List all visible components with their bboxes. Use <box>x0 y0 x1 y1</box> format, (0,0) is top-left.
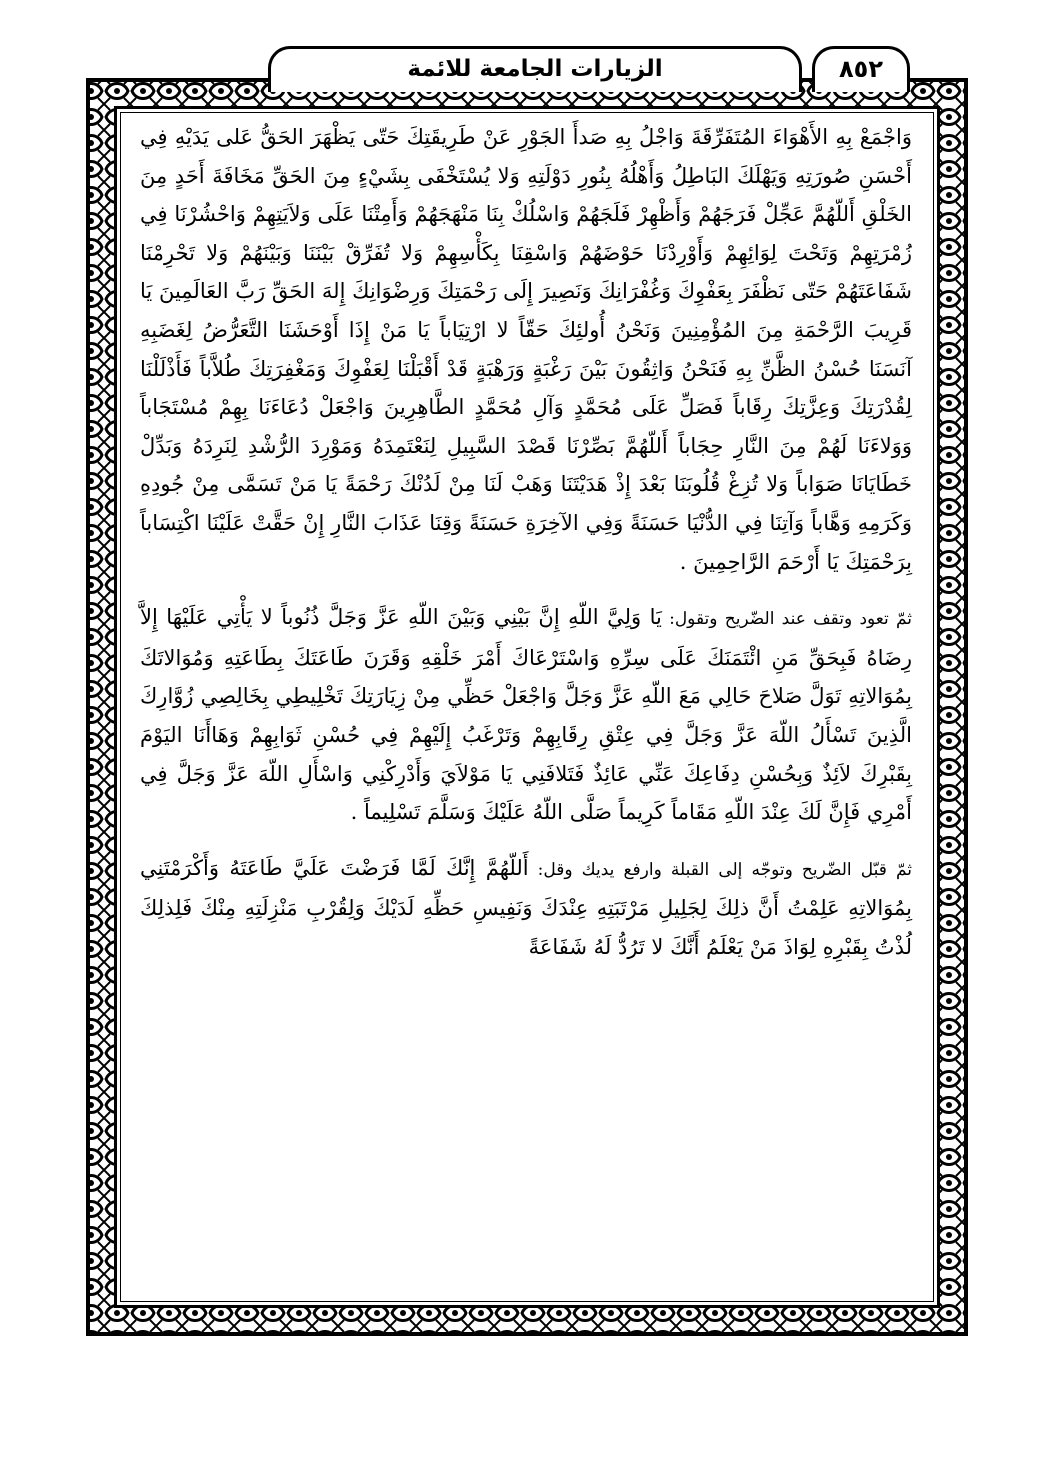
page-number-tab <box>812 46 910 92</box>
paragraph-text: أَللّهُمَّ إِنَّكَ لَمَّا فَرَضْتَ عَلَيَّ طَاعَتَهُ وَأَكْرَمْتَنِي بِمُوَالاتِهِ عَلِمْتُ أَنَّ ذلِكَ لِجَلِيلِ مَرْتَبَتِهِ عِنْدَكَ وَنَفِيسِ حَظِّهِ لَدَيْكَ وَلِقُرْبِ مَنْزِلَتِهِ مِنْكَ فَلِذلِكَ لُذْتُ بِقَبْرِهِ لِوَاذَ مَنْ يَعْلَمُ أَنَّكَ لا تَرُدُّ لَهُ شَفَاعَةً <box>140 855 912 959</box>
running-title-tab <box>268 46 802 92</box>
paragraph-2 <box>140 598 912 832</box>
paragraph-text: وَاجْمَعْ بِهِ الأَهْوَاءَ المُتَفَرِّقَةَ وَاجْلُ بِهِ صَدأَ الجَوْرِ عَنْ طَرِيقَتِكَ حَتّى يَظْهَرَ الحَقُّ عَلى يَدَيْهِ فِي أَحْسَنِ صُورَتِهِ وَيَهْلَكَ البَاطِلُ وَأَهْلُهُ بِنُورِ دَوْلَتِهِ وَلا يُسْتَخْفَى بِشَيْءٍ مِنَ الحَقِّ مَخَافَةَ أَحَدٍ مِنَ الخَلْقِ أَللّهُمَّ عَجِّلْ فَرَجَهُمْ وَأَظْهِرْ فَلَجَهُمْ وَاسْلُكْ بِنَا مَنْهَجَهُمْ وَأَمِتْنَا عَلَى وَلاَيَتِهِمْ وَاحْشُرْنَا فِي زُمْرَتِهِمْ وَتَحْتَ لِوَائِهِمْ وَأَوْرِدْنَا حَوْضَهُمْ وَاسْقِنَا بِكَأْسِهِمْ وَلا تُفَرِّقْ بَيْنَنَا وَبَيْنَهُمْ وَلا تَحْرِمْنَا شَفَاعَتَهُمْ حَتّى نَظْفَرَ بِعَفْوِكَ وَغُفْرَانِكَ وَنَصِيرَ إِلَى رَحْمَتِكَ وَرِضْوَانِكَ إِلهَ الحَقِّ رَبَّ العَالَمِينَ يَا قَرِيبَ الرَّحْمَةِ مِنَ المُؤْمِنِينَ وَنَحْنُ أُولئِكَ حَقّاً لا ارْتِيَاباً يَا مَنْ إِذَا أَوْحَشَنَا التَّعَرُّضُ لِغَضَبِهِ آنَسَنَا حُسْنُ الظَّنِّ بِهِ فَنَحْنُ وَاثِقُونَ بَيْنَ رَغْبَةٍ وَرَهْبَةٍ قَدْ أَقْبَلْنَا لِعَفْوِكَ وَمَغْفِرَتِكَ طُلاَّباً فَأَذْلَلْنَا لِقُدْرَتِكَ وَعِزَّتِكَ رِقَاباً فَصَلِّ عَلَى مُحَمَّدٍ وَآلِ مُحَمَّدٍ الطَّاهِرِينَ وَاجْعَلْ دُعَاءَنَا بِهِمْ مُسْتَجَاباً وَوَلاءَنَا لَهُمْ مِنَ النَّارِ حِجَاباً أَللّهُمَّ بَصِّرْنَا قَصْدَ السَّبِيلِ لِنَعْتَمِدَهُ وَمَوْرِدَ الرُّشْدِ لِنَرِدَهُ وَبَدِّلْ خَطَايَانَا صَوَاباً وَلا تُزِغْ قُلُوبَنَا بَعْدَ إِذْ هَدَيْتَنَا وَهَبْ لَنَا مِنْ لَدُنْكَ رَحْمَةً يَا مَنْ تَسَمَّى مِنْ جُودِهِ وَكَرَمِهِ وَهَّاباً وَآتِنَا فِي الدُّنْيَا حَسَنَةً وَفِي الآخِرَةِ حَسَنَةً وَقِنَا عَذَابَ النَّارِ إِنْ حَقَّتْ عَلَيْنَا اكْتِسَاباً بِرَحْمَتِكَ يَا أَرْحَمَ الرَّاحِمِينَ . <box>140 125 912 574</box>
instruction-text: ثمّ قبّل الضّريح وتوجّه إلى القبلة وارفع يديك وقل: <box>528 859 912 880</box>
instruction-text: ثمّ تعود وتقف عند الضّريح وتقول: <box>661 609 912 630</box>
paragraph-1 <box>140 118 912 581</box>
paragraph-3 <box>140 849 912 967</box>
paragraph-text: يَا وَلِيَّ اللّهِ إِنَّ بَيْنِي وَبَيْنَ اللّهِ عَزَّ وَجَلَّ ذُنُوباً لا يَأْتِي عَلَيْهَا إِلاَّ رِضَاهُ فَبِحَقِّ مَنِ ائْتَمَنَكَ عَلَى سِرِّهِ وَاسْتَرْعَاكَ أَمْرَ خَلْقِهِ وَقَرَنَ طَاعَتَكَ بِطَاعَتِهِ وَمُوَالاتَكَ بِمُوَالاتِهِ تَوَلَّ صَلاحَ حَالِي مَعَ اللّهِ عَزَّ وَجَلَّ وَاجْعَلْ حَظِّي مِنْ زِيَارَتِكَ تَخْلِيطِي بِخَالِصِي زُوَّارِكَ الَّذِينَ تَسْأَلُ اللّهَ عَزَّ وَجَلَّ فِي عِتْقِ رِقَابِهِمْ وَتَرْغَبُ إِلَيْهِمْ فِي حُسْنِ ثَوَابِهِمْ وَهَاأَنَا اليَوْمَ بِقَبْرِكَ لاَئِذٌ وَبِحُسْنِ دِفَاعِكَ عَنِّي عَائِذٌ فَتَلافَنِي يَا مَوْلاَيَ وَأَدْرِكْنِي وَاسْأَلِ اللّهَ عَزَّ وَجَلَّ فِي أَمْرِي فَإِنَّ لَكَ عِنْدَ اللّهِ مَقَاماً كَرِيماً صَلَّى اللّهُ عَلَيْكَ وَسَلَّمَ تَسْلِيماً . <box>140 605 912 825</box>
running-title: الزيارات الجامعة للائمة <box>407 56 663 82</box>
page-body <box>140 118 912 966</box>
page-number: ٨٥٢ <box>839 55 883 83</box>
